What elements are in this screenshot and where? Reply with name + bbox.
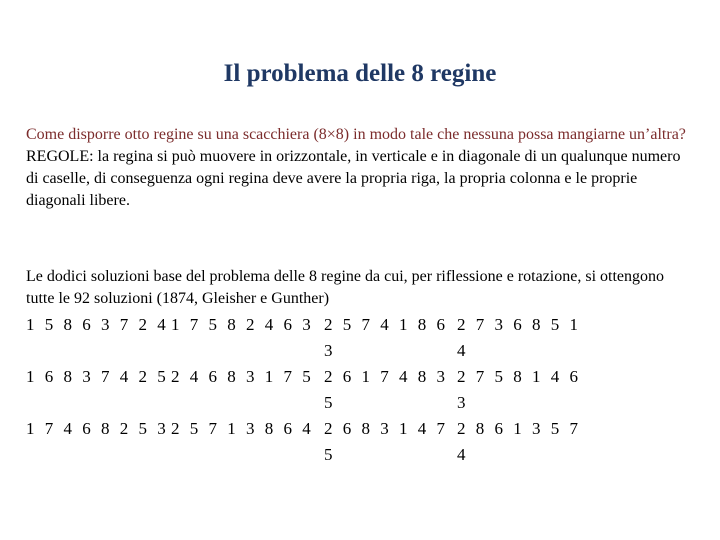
intro-text: [26, 124, 686, 212]
solution-cell: 2 7 5 8 1 4 6 3: [457, 367, 581, 412]
solutions-intro: Le dodici soluzioni base del problema delle 8 regine da cui, per riflessione e rotazione, si ottengono tutte le 92 soluzioni (1874, Gleisher e Gunther): [26, 268, 665, 307]
solution-cell: 2 6 8 3 1 4 7 5: [324, 419, 448, 464]
solution-cell: 1 7 4 6 8 2 5 3: [26, 419, 169, 438]
solutions-section: [26, 266, 696, 468]
solution-cell: 2 6 1 7 4 8 3 5: [324, 367, 448, 412]
solution-cell: 1 5 8 6 3 7 2 4: [26, 315, 169, 334]
solution-cell: 2 5 7 1 3 8 6 4: [171, 419, 314, 438]
solution-cell: 2 8 6 1 3 5 7 4: [457, 419, 581, 464]
solutions-grid: [26, 312, 696, 468]
question-paragraph: Come disporre otto regine su una scacchiera (8×8) in modo tale che nessuna possa mangiarne un’altra?: [26, 126, 686, 143]
rules-paragraph: REGOLE: la regina si può muovere in orizzontale, in verticale e in diagonale di un qualunque numero di caselle, di conseguenza ogni regina deve avere la propria riga, la propria colonna e le proprie diagonali libere.: [26, 148, 681, 209]
slide-title: Il problema delle 8 regine: [223, 60, 497, 87]
solution-cell: 2 4 6 8 3 1 7 5: [171, 367, 314, 386]
solution-cell: 1 6 8 3 7 4 2 5: [26, 367, 169, 386]
solution-cell: 1 7 5 8 2 4 6 3: [171, 315, 314, 334]
solution-cell: 2 7 3 6 8 5 1 4: [457, 315, 581, 360]
solution-cell: 2 5 7 4 1 8 6 3: [324, 315, 448, 360]
